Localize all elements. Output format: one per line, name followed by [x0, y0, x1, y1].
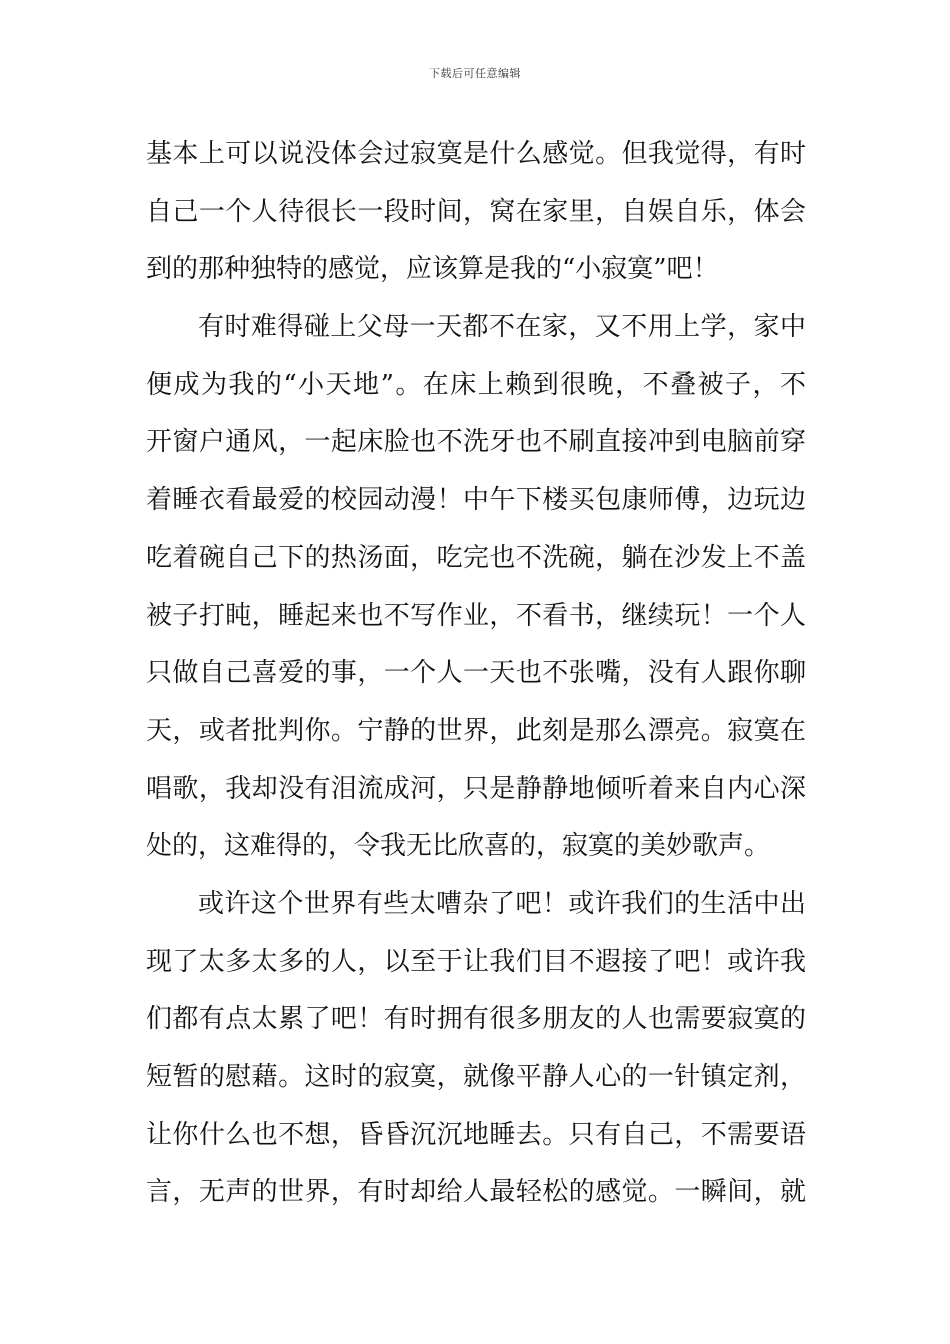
text-line: 自己一个人待很长一段时间，窝在家里，自娱自乐，体会	[146, 196, 806, 227]
text-line: 让你什么也不想，昏昏沉沉地睡去。只有自己，不需要语	[146, 1119, 806, 1150]
body-text	[146, 126, 806, 1222]
page-header: 下载后可任意编辑	[429, 67, 521, 80]
text-line: 处的，这难得的，令我无比欣喜的，寂寞的美妙歌声。	[146, 831, 771, 862]
text-line: 天，或者批判你。宁静的世界，此刻是那么漂亮。寂寞在	[146, 715, 806, 746]
text-line: 吃着碗自己下的热汤面，吃完也不洗碗，躺在沙发上不盖	[146, 542, 806, 573]
text-line: 或许这个世界有些太嘈杂了吧！或许我们的生活中出	[198, 888, 806, 919]
text-line: 们都有点太累了吧！有时拥有很多朋友的人也需要寂寞的	[146, 1004, 806, 1035]
text-line: 唱歌，我却没有泪流成河，只是静静地倾听着来自内心深	[146, 773, 806, 804]
text-line: 有时难得碰上父母一天都不在家，又不用上学，家中	[198, 312, 806, 343]
text-line: 基本上可以说没体会过寂寞是什么感觉。但我觉得，有时	[146, 139, 806, 169]
text-line: 现了太多太多的人，以至于让我们目不遐接了吧！或许我	[146, 946, 806, 977]
text-line: 被子打盹，睡起来也不写作业，不看书，继续玩！一个人	[146, 600, 806, 631]
text-line: 言，无声的世界，有时却给人最轻松的感觉。一瞬间，就	[146, 1177, 806, 1208]
text-line: 着睡衣看最爱的校园动漫！中午下楼买包康师傅，边玩边	[146, 485, 806, 516]
text-line: 只做自己喜爱的事，一个人一天也不张嘴，没有人跟你聊	[146, 658, 806, 689]
text-line: 开窗户通风，一起床脸也不洗牙也不刷直接冲到电脑前穿	[146, 427, 806, 458]
text-line: 到的那种独特的感觉，应该算是我的“小寂寞”吧！	[146, 254, 719, 285]
text-line: 便成为我的“小天地”。在床上赖到很晚，不叠被子，不	[146, 369, 806, 400]
text-line: 短暂的慰藉。这时的寂寞，就像平静人心的一针镇定剂，	[146, 1062, 806, 1092]
